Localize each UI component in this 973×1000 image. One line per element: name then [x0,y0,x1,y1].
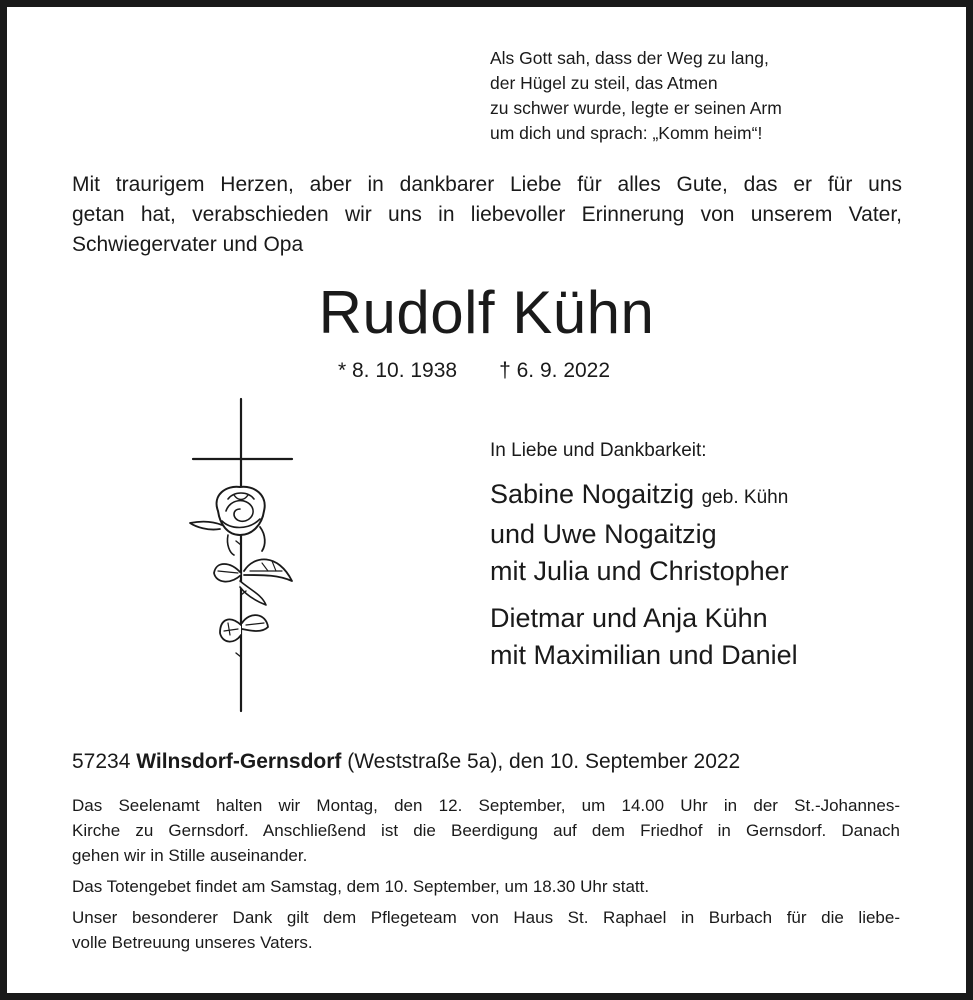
poem [490,46,782,146]
service-notes [72,793,900,961]
deceased-name: Rudolf Kühn [318,279,655,346]
note-line: Das Seelenamt halten wir Montag, den 12. September, um 14.00 Uhr in der St.-Johannes- [72,796,900,815]
poem-line: zu schwer wurde, legte er seinen Arm [490,98,782,118]
death-date: † 6. 9. 2022 [499,359,611,382]
birth-date: * 8. 10. 1938 [338,359,458,382]
mourners-lead: In Liebe und Dankbarkeit: [490,440,707,461]
intro-line: Mit traurigem Herzen, aber in dankbarer Liebe für alles Gute, das er für uns [72,173,902,196]
address-and-date: (Weststraße 5a), den 10. September 2022 [347,750,741,773]
family1-name: Sabine Nogaitzig [490,479,695,509]
intro-text [72,170,902,260]
town-name: Wilnsdorf-Gernsdorf [136,750,342,773]
note-line: gehen wir in Stille auseinander. [72,846,308,865]
poem-line: Als Gott sah, dass der Weg zu lang, [490,48,769,68]
life-dates [338,357,610,385]
family-line [490,476,798,516]
prayer-note: Das Totengebet findet am Samstag, dem 10. September, um 18.30 Uhr statt. [72,877,650,896]
postal-code: 57234 [72,750,131,773]
mourners-block [490,436,798,674]
family1-maiden-name: geb. Kühn [701,487,789,508]
note-line: Unser besonderer Dank gilt dem Pflegeteam von Haus St. Raphael in Burbach für die liebe- [72,908,900,927]
place-and-date [72,747,740,777]
intro-line: Schwiegervater und Opa [72,233,304,256]
poem-line: der Hügel zu steil, das Atmen [490,73,718,93]
family-line: mit Maximilian und Daniel [490,640,798,670]
note-line: Kirche zu Gernsdorf. Anschließend ist die Beerdigung auf dem Friedhof in Gernsdorf. Danach [72,821,900,840]
thanks-note [72,905,900,955]
requiem-note [72,793,900,868]
family-line: und Uwe Nogaitzig [490,519,717,549]
note-line: volle Betreuung unseres Vaters. [72,933,313,952]
family-line: mit Julia und Christopher [490,556,789,586]
intro-line: getan hat, verabschieden wir uns in liebevoller Erinnerung von unserem Vater, [72,203,902,226]
family-line: Dietmar und Anja Kühn [490,603,768,633]
poem-line: um dich und sprach: „Komm heim“! [490,123,763,143]
cross-with-rose-icon [182,395,302,715]
